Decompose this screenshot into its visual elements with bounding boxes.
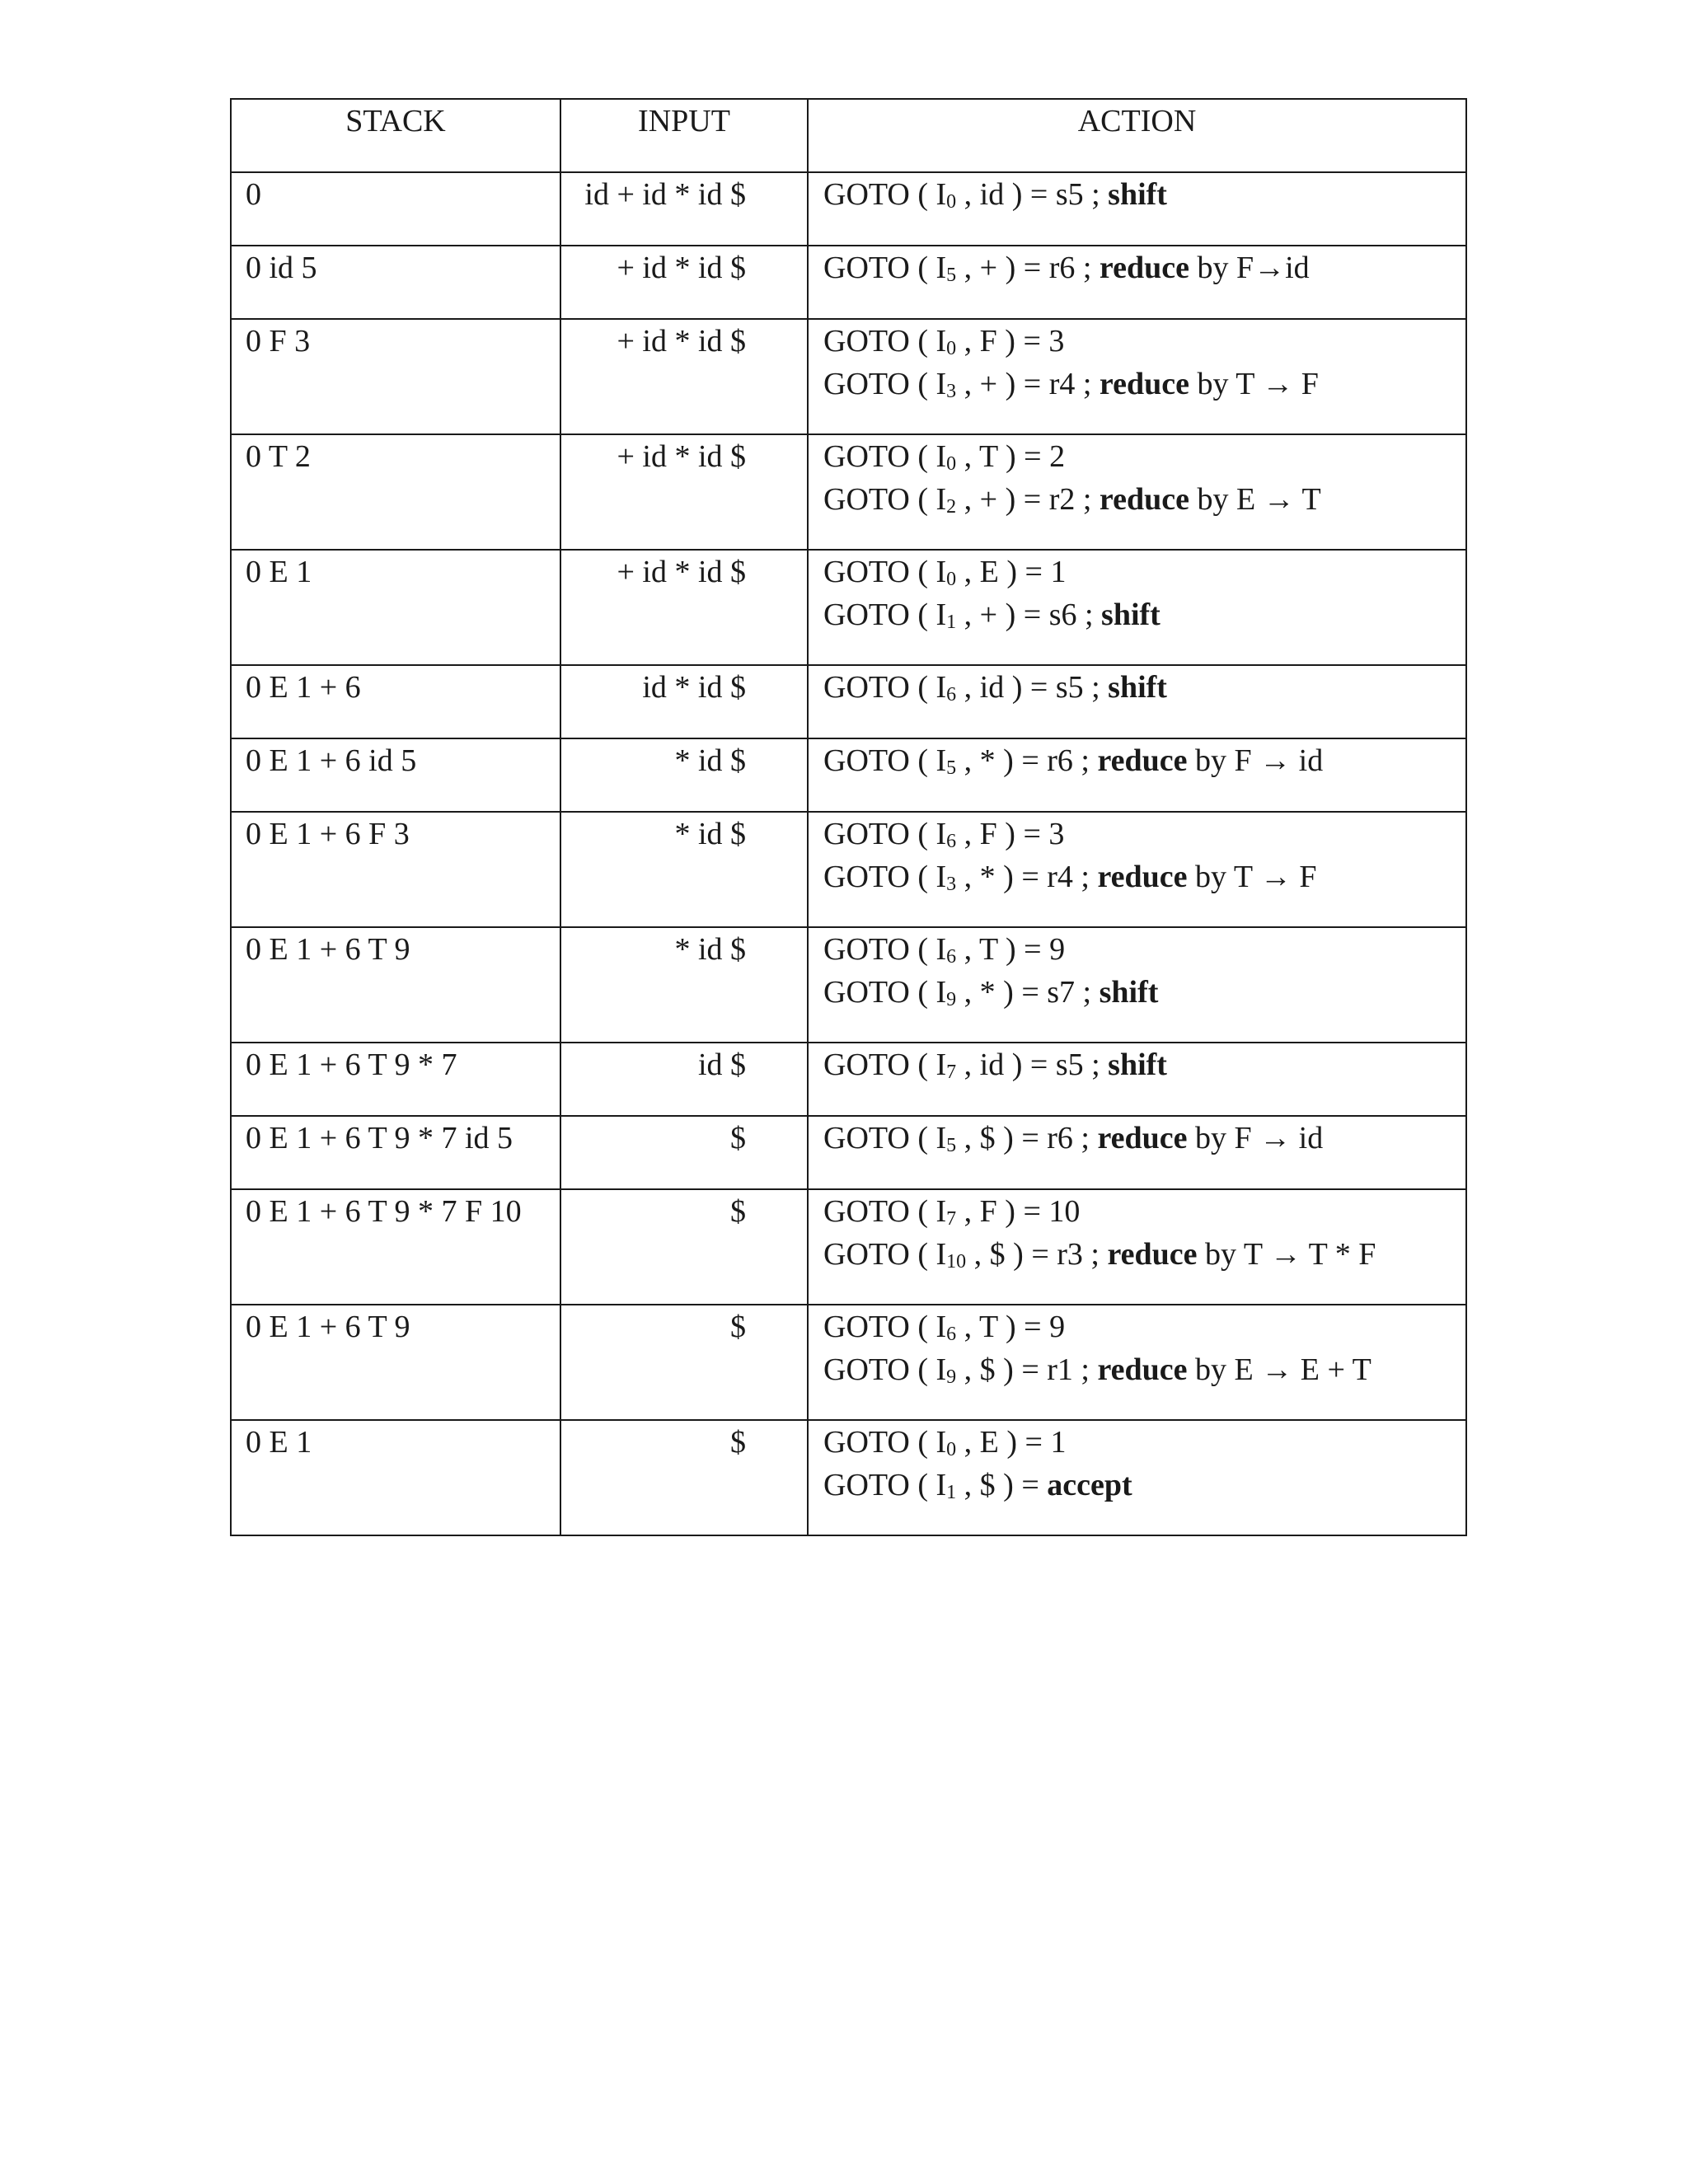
item-set-index: 2 [946, 496, 957, 518]
action-text: by F → id [1187, 1121, 1324, 1155]
action-line [823, 435, 1465, 478]
action-text: GOTO ( I [823, 1121, 947, 1155]
action-text: GOTO ( I [823, 1352, 947, 1387]
action-text: GOTO ( I [823, 975, 947, 1010]
table-body [231, 172, 1466, 1535]
action-text: by F → id [1187, 743, 1324, 778]
action-text: GOTO ( I [823, 860, 947, 894]
item-set-index: 0 [946, 191, 957, 213]
action-cell [808, 1116, 1466, 1189]
item-set-index: 6 [946, 831, 957, 852]
action-text: by F→id [1189, 251, 1310, 285]
action-text: , id ) = s5 ; [956, 670, 1109, 705]
input-cell: $ [560, 1116, 808, 1189]
input-cell: + id * id $ [560, 550, 808, 665]
action-text: , F ) = 3 [956, 817, 1065, 851]
action-text: by T → F [1187, 860, 1317, 894]
action-line [823, 1348, 1465, 1391]
action-keyword: reduce [1099, 251, 1189, 285]
action-text: , + ) = r6 ; [956, 251, 1100, 285]
action-text: by E → E + T [1187, 1352, 1372, 1387]
header-stack: STACK [231, 99, 560, 172]
stack-cell: 0 E 1 [231, 550, 560, 665]
action-line [823, 1117, 1465, 1160]
action-text: , T ) = 2 [956, 439, 1066, 474]
action-text: GOTO ( I [823, 555, 947, 589]
action-text: GOTO ( I [823, 598, 947, 632]
stack-cell: 0 id 5 [231, 246, 560, 319]
item-set-index: 9 [946, 989, 957, 1010]
action-text: GOTO ( I [823, 177, 947, 212]
item-set-index: 5 [946, 757, 957, 779]
stack-cell: 0 E 1 + 6 [231, 665, 560, 738]
stack-cell: 0 E 1 [231, 1420, 560, 1535]
action-text: , $ ) = [956, 1468, 1048, 1502]
action-line [823, 478, 1465, 521]
action-line [823, 1464, 1465, 1507]
table-row [231, 1116, 1466, 1189]
table-row [231, 172, 1466, 246]
action-text: , * ) = s7 ; [956, 975, 1100, 1010]
item-set-index: 7 [946, 1062, 957, 1083]
stack-cell: 0 E 1 + 6 T 9 [231, 1305, 560, 1420]
table-row [231, 738, 1466, 812]
action-cell [808, 927, 1466, 1043]
action-text: GOTO ( I [823, 670, 947, 705]
action-text: GOTO ( I [823, 1237, 947, 1272]
action-keyword: accept [1047, 1468, 1132, 1502]
action-line [823, 739, 1465, 782]
action-cell [808, 812, 1466, 927]
action-text: GOTO ( I [823, 324, 947, 359]
input-cell: * id $ [560, 812, 808, 927]
stack-cell: 0 E 1 + 6 id 5 [231, 738, 560, 812]
action-line [823, 666, 1465, 709]
action-cell [808, 434, 1466, 550]
action-line [823, 1190, 1465, 1233]
action-text: GOTO ( I [823, 482, 947, 517]
action-text: GOTO ( I [823, 932, 947, 967]
input-cell: + id * id $ [560, 434, 808, 550]
stack-cell: 0 [231, 172, 560, 246]
item-set-index: 5 [946, 1135, 957, 1156]
item-set-index: 5 [946, 265, 957, 286]
action-keyword: reduce [1099, 367, 1189, 401]
action-text: GOTO ( I [823, 1425, 947, 1460]
item-set-index: 0 [946, 338, 957, 359]
action-cell [808, 1305, 1466, 1420]
input-cell: + id * id $ [560, 246, 808, 319]
action-line [823, 971, 1465, 1014]
action-line [823, 855, 1465, 898]
action-line [823, 593, 1465, 636]
action-cell [808, 550, 1466, 665]
action-keyword: reduce [1097, 860, 1188, 894]
table-row [231, 1189, 1466, 1305]
item-set-index: 9 [946, 1366, 957, 1388]
action-line [823, 1043, 1465, 1086]
action-text: GOTO ( I [823, 1194, 947, 1229]
action-line [823, 246, 1465, 289]
action-line [823, 1233, 1465, 1276]
input-cell: $ [560, 1189, 808, 1305]
action-text: , T ) = 9 [956, 1310, 1066, 1344]
action-text: by T → T * F [1197, 1237, 1376, 1272]
table-row [231, 246, 1466, 319]
action-text: , id ) = s5 ; [956, 177, 1109, 212]
action-line [823, 320, 1465, 363]
action-keyword: shift [1101, 598, 1160, 632]
parsing-table [230, 98, 1467, 1536]
action-cell [808, 172, 1466, 246]
stack-cell: 0 E 1 + 6 T 9 * 7 F 10 [231, 1189, 560, 1305]
input-cell: id * id $ [560, 665, 808, 738]
action-line [823, 1305, 1465, 1348]
input-cell: + id * id $ [560, 319, 808, 434]
item-set-index: 3 [946, 874, 957, 895]
header-input: INPUT [560, 99, 808, 172]
input-cell: * id $ [560, 738, 808, 812]
table-row [231, 319, 1466, 434]
action-text: , F ) = 10 [956, 1194, 1081, 1229]
action-keyword: shift [1108, 1047, 1167, 1082]
action-line [823, 551, 1465, 593]
action-cell [808, 246, 1466, 319]
action-text: , E ) = 1 [956, 1425, 1067, 1460]
action-text: GOTO ( I [823, 1468, 947, 1502]
action-text: , F ) = 3 [956, 324, 1065, 359]
action-line [823, 363, 1465, 405]
table-row [231, 1305, 1466, 1420]
action-line [823, 928, 1465, 971]
action-text: GOTO ( I [823, 1310, 947, 1344]
item-set-index: 6 [946, 1324, 957, 1345]
item-set-index: 10 [946, 1251, 967, 1272]
stack-cell: 0 E 1 + 6 T 9 * 7 id 5 [231, 1116, 560, 1189]
stack-cell: 0 T 2 [231, 434, 560, 550]
action-text: , $ ) = r6 ; [956, 1121, 1098, 1155]
item-set-index: 1 [946, 1482, 957, 1503]
action-cell [808, 1420, 1466, 1535]
input-cell: $ [560, 1420, 808, 1535]
table-row [231, 812, 1466, 927]
table-header-row [231, 99, 1466, 172]
action-cell [808, 1189, 1466, 1305]
action-text: GOTO ( I [823, 743, 947, 778]
header-action: ACTION [808, 99, 1466, 172]
item-set-index: 1 [946, 612, 957, 633]
item-set-index: 6 [946, 684, 957, 705]
table-row [231, 434, 1466, 550]
action-text: , $ ) = r3 ; [966, 1237, 1108, 1272]
action-text: by E → T [1189, 482, 1321, 517]
input-cell: * id $ [560, 927, 808, 1043]
item-set-index: 7 [946, 1208, 957, 1230]
action-text: by T → F [1189, 367, 1319, 401]
action-keyword: shift [1108, 670, 1167, 705]
action-cell [808, 319, 1466, 434]
action-cell [808, 665, 1466, 738]
action-line [823, 1421, 1465, 1464]
action-cell [808, 738, 1466, 812]
item-set-index: 0 [946, 453, 957, 475]
stack-cell: 0 E 1 + 6 F 3 [231, 812, 560, 927]
action-keyword: reduce [1097, 743, 1188, 778]
action-keyword: shift [1099, 975, 1159, 1010]
item-set-index: 0 [946, 569, 957, 590]
action-text: , id ) = s5 ; [956, 1047, 1109, 1082]
action-text: , E ) = 1 [956, 555, 1067, 589]
action-text: , * ) = r4 ; [956, 860, 1098, 894]
item-set-index: 3 [946, 381, 957, 402]
action-keyword: shift [1108, 177, 1167, 212]
input-cell: $ [560, 1305, 808, 1420]
action-text: , + ) = r2 ; [956, 482, 1100, 517]
input-cell: id + id * id $ [560, 172, 808, 246]
table-row [231, 550, 1466, 665]
table-row [231, 665, 1466, 738]
input-cell: id $ [560, 1043, 808, 1116]
action-keyword: reduce [1097, 1352, 1188, 1387]
stack-cell: 0 E 1 + 6 T 9 [231, 927, 560, 1043]
action-text: , T ) = 9 [956, 932, 1066, 967]
action-text: GOTO ( I [823, 1047, 947, 1082]
action-line [823, 173, 1465, 216]
action-text: GOTO ( I [823, 439, 947, 474]
action-cell [808, 1043, 1466, 1116]
action-text: GOTO ( I [823, 367, 947, 401]
table-row [231, 1043, 1466, 1116]
item-set-index: 6 [946, 946, 957, 968]
table-row [231, 1420, 1466, 1535]
action-line [823, 813, 1465, 855]
stack-cell: 0 E 1 + 6 T 9 * 7 [231, 1043, 560, 1116]
action-text: , * ) = r6 ; [956, 743, 1098, 778]
action-text: , + ) = s6 ; [956, 598, 1102, 632]
table-row [231, 927, 1466, 1043]
stack-cell: 0 F 3 [231, 319, 560, 434]
action-text: , + ) = r4 ; [956, 367, 1100, 401]
action-text: , $ ) = r1 ; [956, 1352, 1098, 1387]
action-keyword: reduce [1099, 482, 1189, 517]
action-text: GOTO ( I [823, 817, 947, 851]
action-keyword: reduce [1097, 1121, 1188, 1155]
action-text: GOTO ( I [823, 251, 947, 285]
item-set-index: 0 [946, 1439, 957, 1460]
action-keyword: reduce [1107, 1237, 1198, 1272]
